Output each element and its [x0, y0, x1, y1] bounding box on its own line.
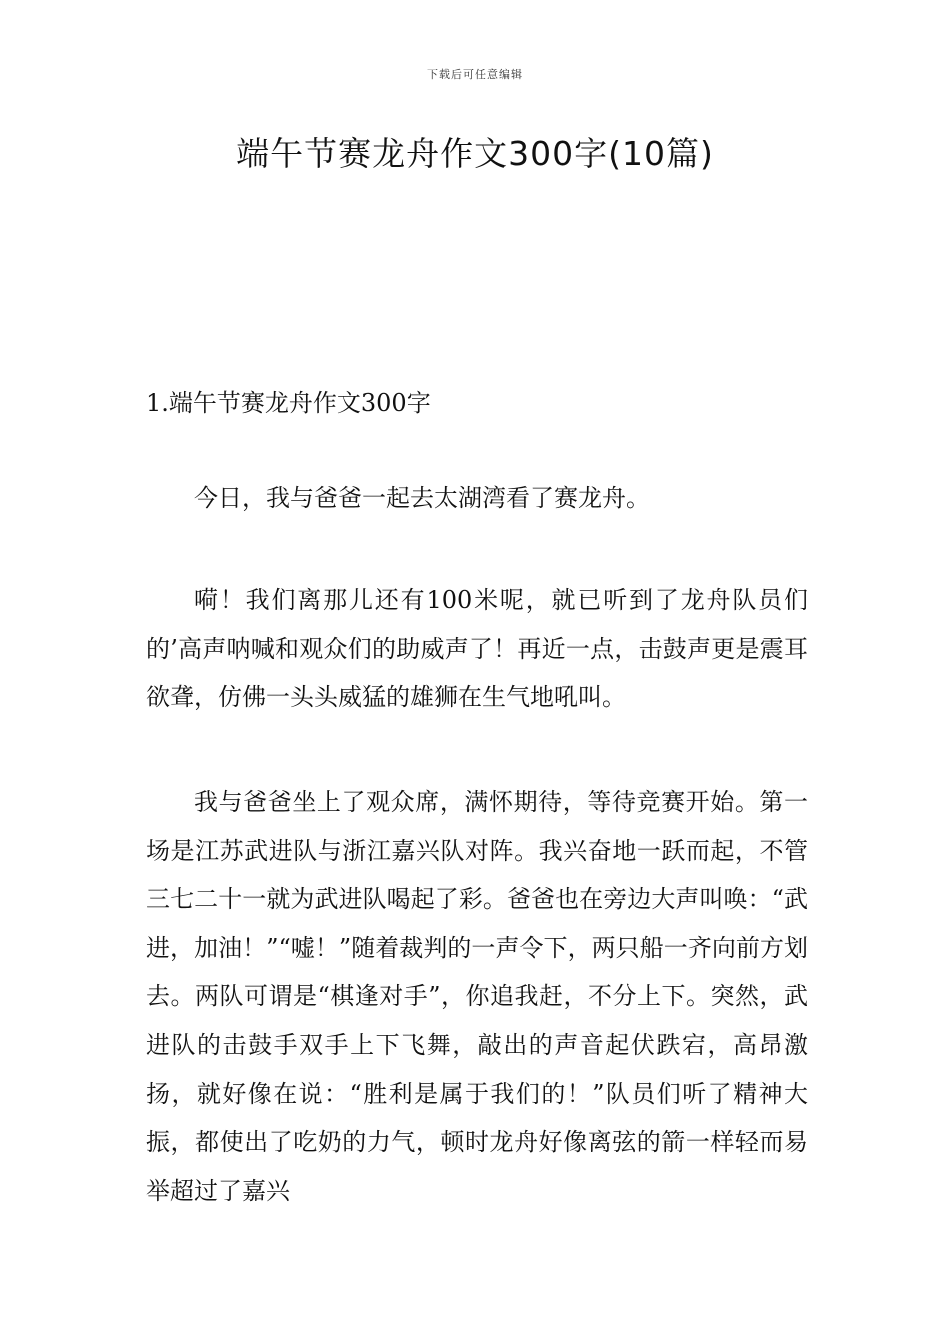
document-title: 端午节赛龙舟作文300字(10篇) — [236, 134, 714, 173]
download-note: 下载后可任意编辑 — [427, 68, 523, 81]
paragraph-2: 嗬！我们离那儿还有100米呢，就已听到了龙舟队员们的’高声呐喊和观众们的助威声了！再近一点，击鼓声更是震耳欲聋，仿佛一头头威猛的雄狮在生气地吼叫。 — [146, 586, 808, 712]
paragraph-1: 今日，我与爸爸一起去太湖湾看了赛龙舟。 — [194, 484, 650, 512]
paragraph-3: 我与爸爸坐上了观众席，满怀期待，等待竞赛开始。第一场是江苏武进队与浙江嘉兴队对阵。我兴奋地一跃而起，不管三七二十一就为武进队喝起了彩。爸爸也在旁边大声叫唤：“武进，加油！”“嘘！”随着裁判的一声令下，两只船一齐向前方划去。两队可谓是“棋逢对手”，你追我赶，不分上下。突然，武进队的击鼓手双手上下飞舞，敲出的声音起伏跌宕，高昂激扬，就好像在说：“胜利是属于我们的！”队员们听了精神大振，都使出了吃奶的力气，顿时龙舟好像离弦的箭一样轻而易举超过了嘉兴 — [146, 788, 808, 1205]
section-heading: 1.端午节赛龙舟作文300字 — [146, 389, 431, 417]
